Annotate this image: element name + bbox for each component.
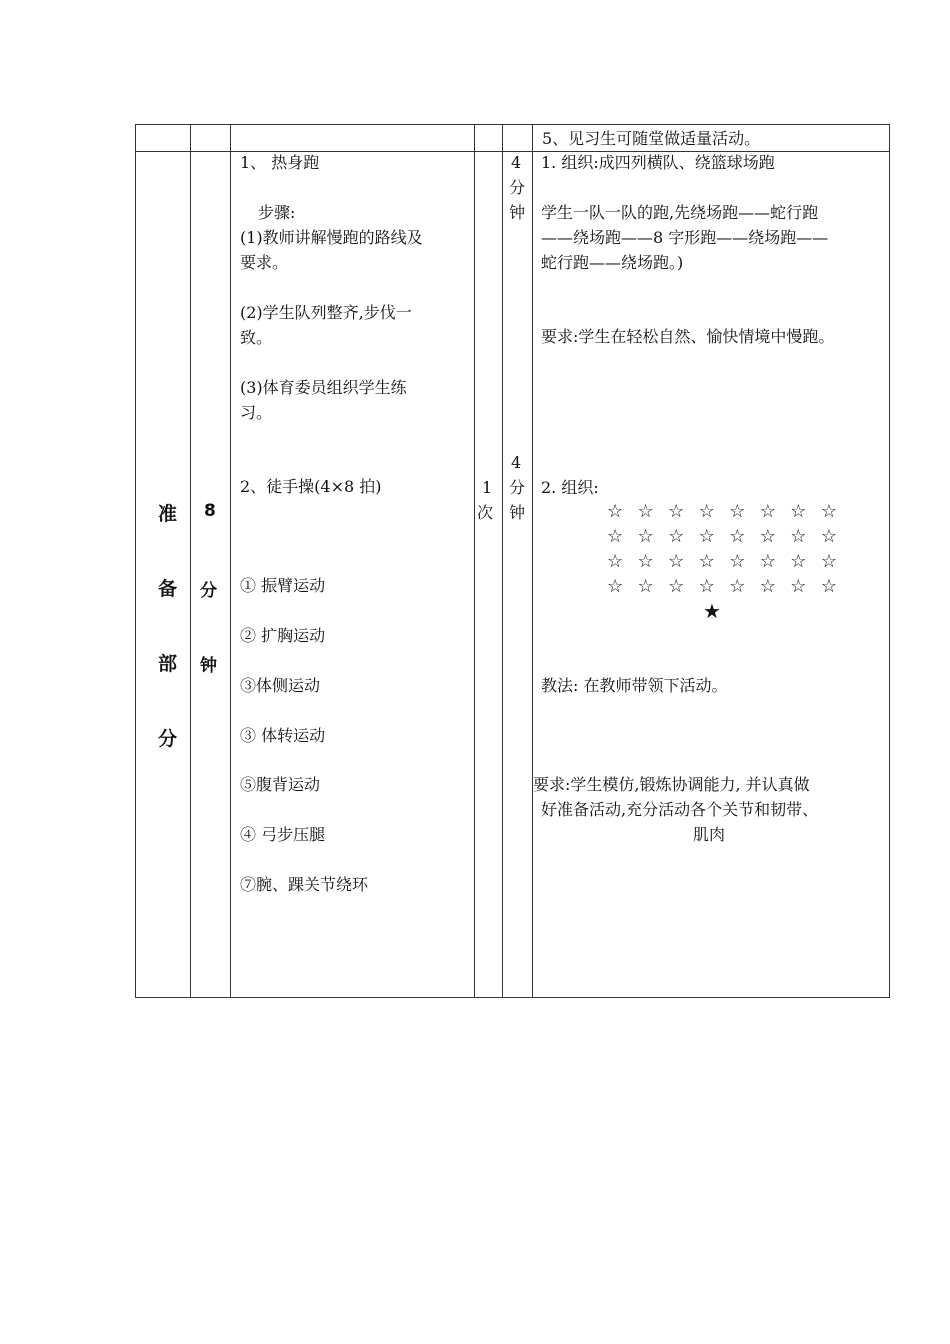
column-divider xyxy=(532,125,533,151)
exercise-move: ③ 体转运动 xyxy=(240,726,326,745)
student-star-icon: ☆ xyxy=(637,576,654,597)
student-star-icon: ☆ xyxy=(698,551,715,572)
requirement-text: 要求:学生模仿,锻炼协调能力, 并认真做 xyxy=(533,775,810,794)
org-desc: ——绕场跑——8 字形跑——绕场跑—— xyxy=(541,228,829,247)
student-star-icon: ☆ xyxy=(668,501,685,522)
student-star-icon: ☆ xyxy=(820,526,837,547)
column-divider xyxy=(230,125,231,151)
formation-row xyxy=(607,500,837,524)
formation-row xyxy=(607,550,837,574)
exercise-move: ⑤腹背运动 xyxy=(240,775,321,794)
repeat-count-unit: 次 xyxy=(477,503,494,522)
teacher-star-icon: ★ xyxy=(703,599,721,623)
duration-char: 分 xyxy=(509,478,526,497)
student-star-icon: ☆ xyxy=(607,501,624,522)
table-row-top xyxy=(135,124,890,152)
exercise-move: ③体侧运动 xyxy=(240,676,321,695)
student-star-icon: ☆ xyxy=(820,551,837,572)
exercise-move: ① 振臂运动 xyxy=(240,576,326,595)
student-star-icon: ☆ xyxy=(698,501,715,522)
student-star-icon: ☆ xyxy=(820,501,837,522)
column-divider xyxy=(230,152,231,997)
section-time-char: 8 xyxy=(204,501,216,521)
section-time-char: 钟 xyxy=(200,656,217,676)
student-star-icon: ☆ xyxy=(759,576,776,597)
formation-row xyxy=(607,525,837,549)
student-star-icon: ☆ xyxy=(637,526,654,547)
duration-char: 分 xyxy=(509,178,526,197)
exercise-move: ② 扩胸运动 xyxy=(240,626,326,645)
org-desc: 学生一队一队的跑,先绕场跑——蛇行跑 xyxy=(541,203,819,222)
requirement-text: 肌肉 xyxy=(693,825,726,844)
duration-char: 钟 xyxy=(509,503,526,522)
repeat-count: 1 xyxy=(482,478,493,497)
student-star-icon: ☆ xyxy=(790,576,807,597)
student-star-icon: ☆ xyxy=(759,526,776,547)
exercise-title: 2、徒手操(4×8 拍) xyxy=(240,477,382,496)
column-divider xyxy=(532,152,533,997)
student-star-icon: ☆ xyxy=(698,576,715,597)
student-star-icon: ☆ xyxy=(637,551,654,572)
duration-char: 钟 xyxy=(509,203,526,222)
exercise-move: ④ 弓步压腿 xyxy=(240,825,326,844)
student-star-icon: ☆ xyxy=(668,576,685,597)
student-star-icon: ☆ xyxy=(668,551,685,572)
requirement-text: 好准备活动,充分活动各个关节和韧带、 xyxy=(541,800,819,819)
student-star-icon: ☆ xyxy=(668,526,685,547)
step-text: (2)学生队列整齐,步伐一 xyxy=(240,303,412,322)
warmup-title: 1、 热身跑 xyxy=(240,153,320,172)
observer-note: 5、见习生可随堂做适量活动。 xyxy=(542,129,761,148)
org-title: 2. 组织: xyxy=(541,478,599,497)
student-star-icon: ☆ xyxy=(790,526,807,547)
column-divider xyxy=(474,152,475,997)
step-text: (1)教师讲解慢跑的路线及 xyxy=(240,228,423,247)
student-star-icon: ☆ xyxy=(729,576,746,597)
step-text: 要求。 xyxy=(240,253,289,272)
student-star-icon: ☆ xyxy=(729,501,746,522)
section-name-char: 准 xyxy=(158,503,178,525)
column-divider xyxy=(190,125,191,151)
formation-row xyxy=(607,575,837,599)
student-star-icon: ☆ xyxy=(637,501,654,522)
org-desc: 蛇行跑——绕场跑。) xyxy=(541,253,684,272)
section-name-char: 部 xyxy=(158,653,178,675)
student-star-icon: ☆ xyxy=(790,551,807,572)
student-star-icon: ☆ xyxy=(759,501,776,522)
column-divider xyxy=(190,152,191,997)
student-star-icon: ☆ xyxy=(759,551,776,572)
duration-char: 4 xyxy=(511,153,522,172)
student-star-icon: ☆ xyxy=(607,576,624,597)
duration-char: 4 xyxy=(511,453,522,472)
student-star-icon: ☆ xyxy=(607,526,624,547)
teaching-method: 教法: 在教师带领下活动。 xyxy=(541,676,728,695)
section-name-char: 备 xyxy=(158,578,178,600)
section-time-char: 分 xyxy=(200,581,217,601)
requirement-text: 要求:学生在轻松自然、愉快情境中慢跑。 xyxy=(541,327,835,346)
student-star-icon: ☆ xyxy=(729,551,746,572)
student-star-icon: ☆ xyxy=(607,551,624,572)
student-star-icon: ☆ xyxy=(820,576,837,597)
student-star-icon: ☆ xyxy=(729,526,746,547)
step-text: 致。 xyxy=(240,328,273,347)
step-text: (3)体育委员组织学生练 xyxy=(240,378,407,397)
column-divider xyxy=(474,125,475,151)
steps-label: 步骤: xyxy=(258,203,296,222)
step-text: 习。 xyxy=(240,403,273,422)
column-divider xyxy=(502,152,503,997)
student-star-icon: ☆ xyxy=(698,526,715,547)
student-star-icon: ☆ xyxy=(790,501,807,522)
section-name-char: 分 xyxy=(158,728,178,750)
org-title: 1. 组织:成四列横队、绕篮球场跑 xyxy=(541,153,775,172)
column-divider xyxy=(502,125,503,151)
exercise-move: ⑦腕、踝关节绕环 xyxy=(240,875,369,894)
